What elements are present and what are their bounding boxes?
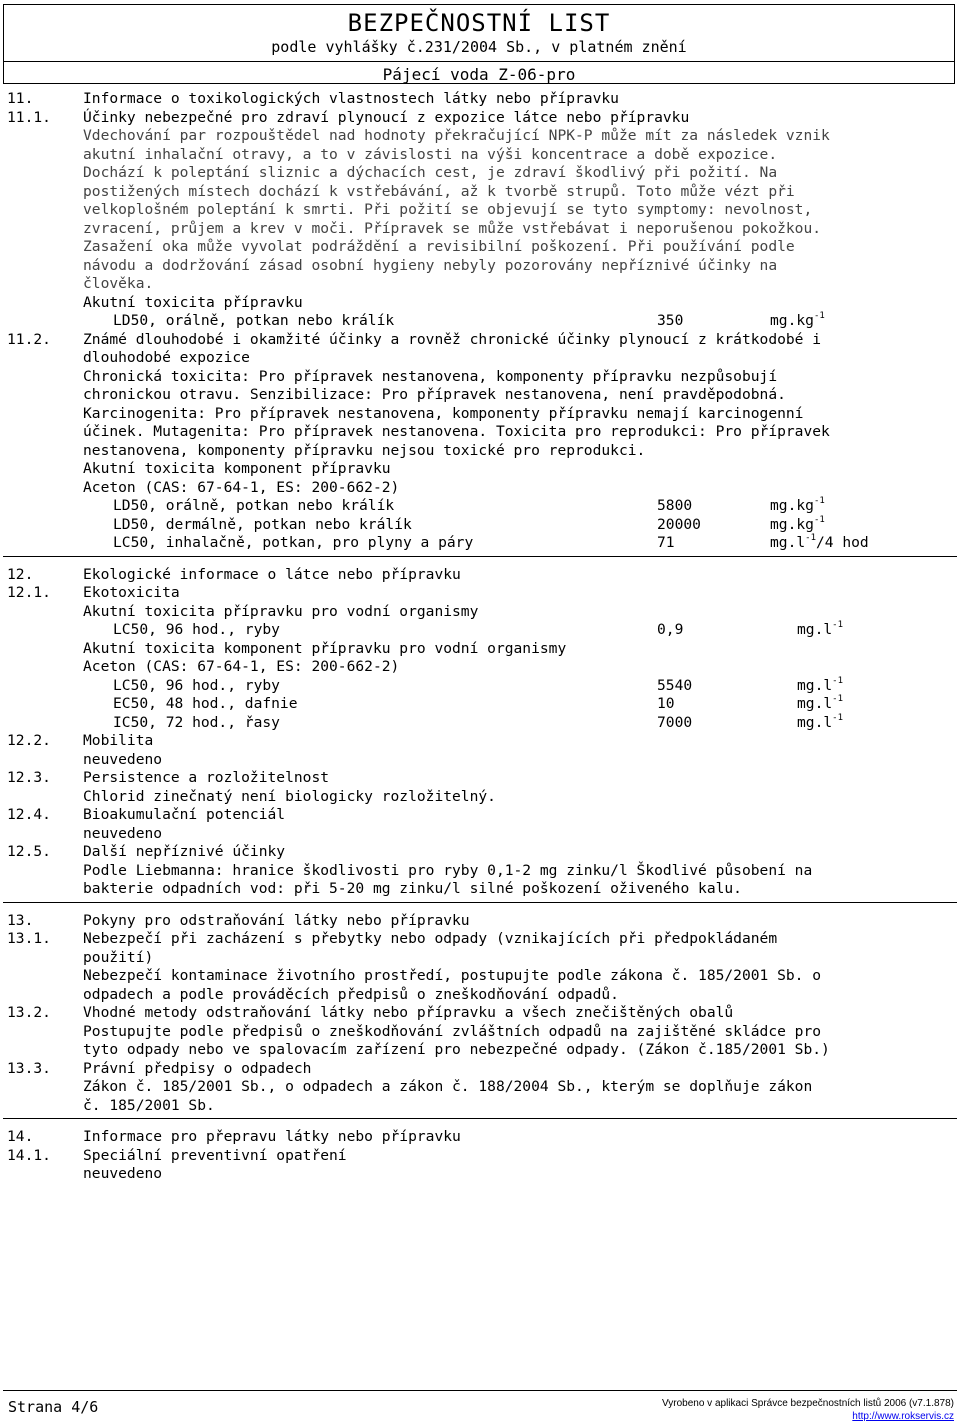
tox-label: LC50, inhalačně, potkan, pro plyny a páry <box>113 534 474 551</box>
subsection-number: 11.1. <box>7 108 51 126</box>
eco-row <box>0 695 960 714</box>
text-line: návodu a dodržování zásad osobní hygieny nebyly pozorovány nepříznivé účinky na <box>83 256 778 274</box>
subsection-title-cont: dlouhodobé expozice <box>83 349 250 366</box>
eco-value: 7000 <box>657 713 693 731</box>
section-divider <box>0 553 960 561</box>
subsection-title: Účinky nebezpečné pro zdraví plynoucí z expozice látce nebo přípravku <box>83 108 690 126</box>
section-title: Informace o toxikologických vlastnostech látky nebo přípravku <box>83 90 619 107</box>
subsection-heading <box>0 109 960 128</box>
table-caption: Akutní toxicita přípravku <box>83 293 303 311</box>
text-line: Dochází k poleptání sliznic a dýchacích cest, je zdraví škodlivý při požití. Na <box>83 164 778 181</box>
tox-unit: $mg.kg^{-1}$ <box>770 496 825 514</box>
section-heading <box>0 566 960 585</box>
section-number: 11. <box>7 90 34 107</box>
document-subtitle: podle vyhlášky č.231/2004 Sb., v platném znění <box>271 38 687 56</box>
subsection-number: 11.2. <box>7 330 51 348</box>
eco-value: 0,9 <box>657 621 684 638</box>
eco-row <box>0 621 960 640</box>
text-line: Postupujte podle předpisů o zneškodňování zvláštních odpadů na zajištěné skládce pro <box>83 1022 822 1040</box>
tox-label: LD50, orálně, potkan nebo králík <box>113 497 395 514</box>
subsection-heading: 14.1. Speciální preventivní opatření <box>7 1146 347 1164</box>
text-line: neuvedeno <box>83 1165 163 1182</box>
producer-link[interactable]: http://www.rokservis.cz <box>852 1411 954 1422</box>
subsection-heading: 13.1. Nebezpečí při zacházení s přebytky nebo odpady (vznikajících při předpokládaném <box>7 930 778 947</box>
text-line: velkoplošném poleptání k smrti. Při požití se objevují se tyto symptomy: nevolnost, <box>83 201 813 218</box>
subsection-heading <box>0 331 960 350</box>
tox-value: 350 <box>657 312 684 329</box>
producer-note: Vyrobeno v aplikaci Správce bezpečnostních listů 2006 (v7.1.878) <box>661 1398 954 1409</box>
subsection-heading: 13.2. Vhodné metody odstraňování látky nebo přípravku a všech znečištěných obalů <box>7 1004 734 1021</box>
eco-value: 5540 <box>657 676 693 694</box>
product-name: Pájecí voda Z-06-pro <box>382 65 576 84</box>
eco-unit: $mg.l^{-1}$ <box>797 694 843 712</box>
text-line: Vdechování par rozpouštědel nad hodnoty překračující NPK-P může mít za následek vznik <box>83 127 830 144</box>
subsection-heading: 12.1. Ekotoxicita <box>7 584 180 601</box>
subsection-title-cont: použití) <box>83 948 154 966</box>
subsection-heading: 12.2. Mobilita <box>7 732 154 749</box>
table-caption: Akutní toxicita přípravku pro vodní organismy <box>83 602 479 620</box>
subsection-heading: 12.5. Další nepříznivé účinky <box>7 843 286 860</box>
section-number: 14. <box>7 1128 34 1145</box>
section-heading <box>0 1128 960 1147</box>
subsection-heading: 12.3. Persistence a rozložitelnost <box>7 769 330 786</box>
tox-label: LD50, dermálně, potkan nebo králík <box>113 515 412 533</box>
eco-label: LC50, 96 hod., ryby <box>113 676 280 694</box>
tox-row <box>0 312 960 331</box>
text-line: zvracení, průjem a krev v moči. Přípravek se může vstřebávat i neporušenou pokožkou. <box>83 219 822 237</box>
document-body <box>0 90 960 1184</box>
text-line: č. 185/2001 Sb. <box>83 1096 215 1114</box>
text-line: postižených místech dochází k vstřebávání, až k tvorbě strupů. Toto může vézt při <box>83 182 795 200</box>
text-line: Zasažení oka může vyvolat podráždění a revisibilní poškození. Při používání podle <box>83 238 795 255</box>
document-header <box>3 4 955 84</box>
eco-row <box>0 677 960 696</box>
section-divider <box>0 1115 960 1123</box>
tox-row <box>0 516 960 535</box>
section-title: Pokyny pro odstraňování látky nebo přípravku <box>83 911 470 929</box>
component-name: Aceton (CAS: 67-64-1, ES: 200-662-2) <box>83 658 400 675</box>
header-divider <box>4 61 954 62</box>
section-divider <box>0 899 960 907</box>
text-line: akutní inhalační otravy, a to v závislosti na výši koncentrace a době expozice. <box>83 145 778 163</box>
eco-label: IC50, 72 hod., řasy <box>113 713 280 731</box>
text-line: Karcinogenita: Pro přípravek nestanovena, komponenty přípravku nemají karcinogenní <box>83 404 804 422</box>
text-line: bakterie odpadních vod: při 5-20 mg zinku/l silné poškození oživeného kalu. <box>83 880 742 897</box>
table-caption: Akutní toxicita komponent přípravku <box>83 460 391 477</box>
section-number: 12. <box>7 565 34 583</box>
text-line: Zákon č. 185/2001 Sb., o odpadech a zákon č. 188/2004 Sb., kterým se doplňuje zákon <box>83 1078 813 1095</box>
subsection-heading: 13.3. Právní předpisy o odpadech <box>7 1059 312 1077</box>
text-line: chronickou otravu. Senzibilizace: Pro přípravek nestanovena, není pravděpodobná. <box>83 386 786 403</box>
text-line: Chlorid zinečnatý není biologicky rozložitelný. <box>83 787 496 805</box>
subsection-title: Známé dlouhodobé i okamžité účinky a rovněž chronické účinky plynoucí z krátkodobé i <box>83 330 822 348</box>
page-number: Strana 4/6 <box>8 1398 99 1416</box>
tox-unit: $mg.l^{-1}/4$ hod <box>770 533 869 551</box>
section-number: 13. <box>7 911 34 929</box>
eco-row <box>0 714 960 733</box>
text-line: Chronická toxicita: Pro přípravek nestanovena, komponenty přípravku nezpůsobují <box>83 367 778 385</box>
tox-value: 71 <box>657 534 675 551</box>
eco-value: 10 <box>657 695 675 712</box>
tox-value: 20000 <box>657 515 701 533</box>
component-name: Aceton (CAS: 67-64-1, ES: 200-662-2) <box>83 478 400 496</box>
tox-label: LD50, orálně, potkan nebo králík <box>113 312 395 329</box>
text-line: člověka. <box>83 275 154 292</box>
tox-unit: $mg.kg^{-1}$ <box>770 514 825 533</box>
table-caption: Akutní toxicita komponent přípravku pro vodní organismy <box>83 639 567 657</box>
section-title: Ekologické informace o látce nebo přípravku <box>83 565 461 583</box>
tox-row <box>0 497 960 516</box>
text-line: neuvedeno <box>83 824 163 842</box>
section-title: Informace pro přepravu látky nebo přípravku <box>83 1128 461 1145</box>
eco-label: EC50, 48 hod., dafnie <box>113 695 298 712</box>
text-line: tyto odpady nebo ve spalovacím zařízení pro nebezpečné odpady. (Zákon č.185/2001 Sb.) <box>83 1041 830 1058</box>
text-line: odpadech a podle prováděcích předpisů o zneškodňování odpadů. <box>83 985 619 1003</box>
eco-label: LC50, 96 hod., ryby <box>113 621 280 638</box>
text-line: nestanovena, komponenty přípravku nejsou toxické pro reprodukci. <box>83 441 646 459</box>
eco-unit: $mg.l^{-1}$ <box>797 620 843 638</box>
section-heading <box>0 90 960 109</box>
tox-row <box>0 534 960 553</box>
tox-unit: $mg.kg^{-1}$ <box>770 311 825 329</box>
text-line: neuvedeno <box>83 750 163 768</box>
eco-unit: $mg.l^{-1}$ <box>797 712 843 731</box>
eco-unit: $mg.l^{-1}$ <box>797 675 843 694</box>
footer-divider <box>3 1390 957 1391</box>
text-line: účinek. Mutagenita: Pro přípravek nestanovena. Toxicita pro reprodukci: Pro přípravek <box>83 423 830 440</box>
text-line: Nebezpečí kontaminace životního prostředí, postupujte podle zákona č. 185/2001 Sb. o <box>83 967 822 984</box>
text-line: Podle Liebmanna: hranice škodlivosti pro ryby 0,1-2 mg zinku/l Škodlivé působení na <box>83 861 813 879</box>
subsection-heading: 12.4. Bioakumulační potenciál <box>7 806 286 823</box>
tox-value: 5800 <box>657 497 693 514</box>
document-title: BEZPEČNOSTNÍ LIST <box>347 9 611 37</box>
footer-credit <box>662 1397 954 1423</box>
section-heading <box>0 912 960 931</box>
